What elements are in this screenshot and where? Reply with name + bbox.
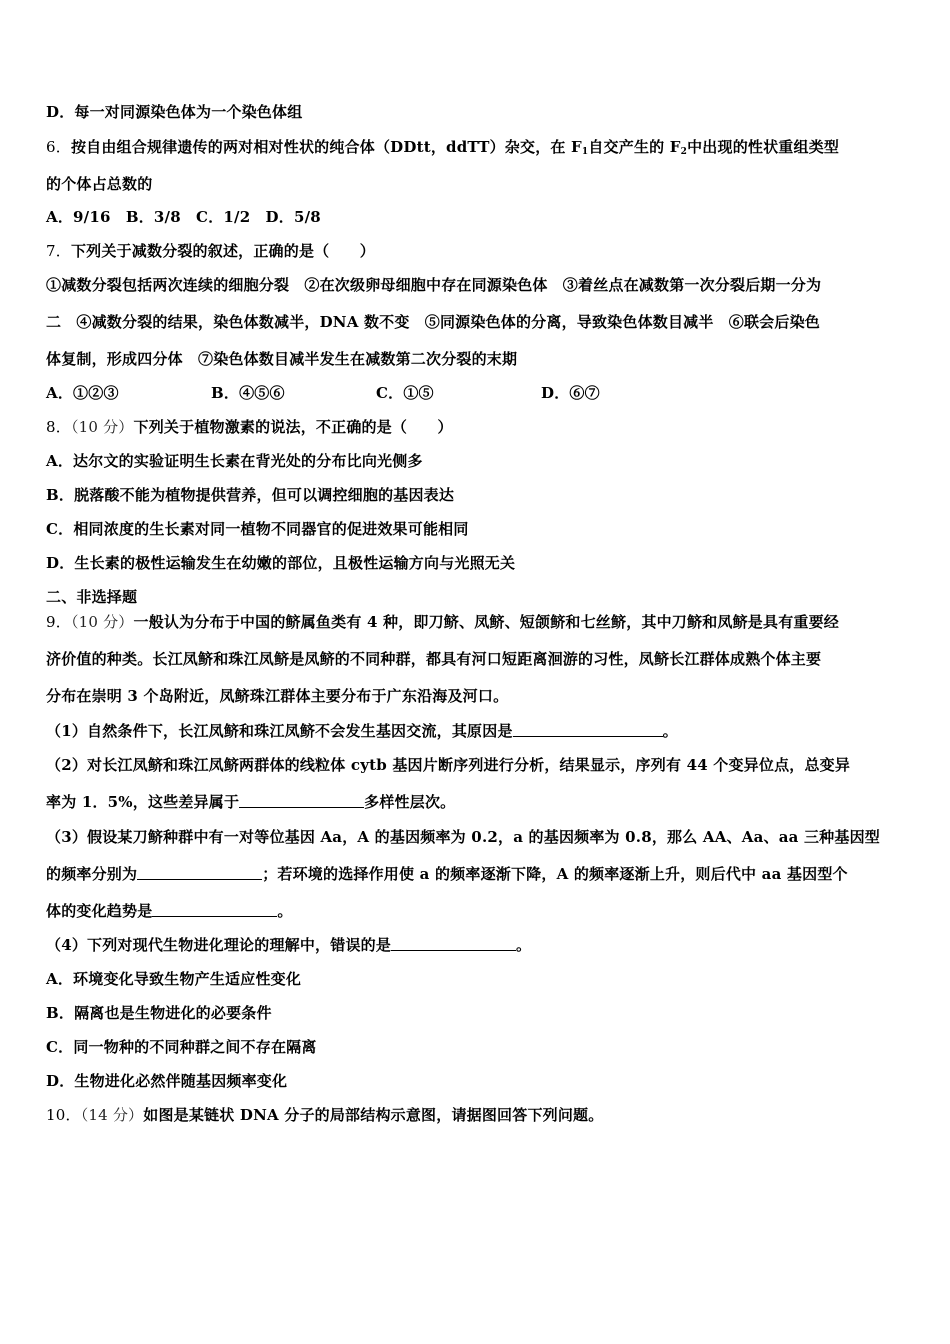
- q9-part4-end: 。: [516, 936, 532, 954]
- q8-option-b: [46, 485, 908, 505]
- q9-stem-line1: [46, 612, 908, 632]
- q9-part2-text-1: （2）对长江凤鲚和珠江凤鲚两群体的线粒体 cytb 基因片断序列进行分析，结果显示，序列有 44 个变异位点，总变异: [46, 756, 851, 774]
- q9-part3-end: 。: [277, 902, 293, 920]
- q9-part3-text-1: （3）假设某刀鲚种群中有一对等位基因 Aa，A 的基因频率为 0.2，a 的基因频率为 0.8，那么 AA、Aa、aa 三种基因型: [46, 828, 880, 846]
- q9-part1-end: 。: [662, 722, 678, 740]
- q9-part4: [46, 935, 908, 955]
- q9-option-c: [46, 1037, 908, 1057]
- q9-part4-text: （4）下列对现代生物进化理论的理解中，错误的是: [46, 936, 392, 954]
- q9-part2-text-3: 多样性层次。: [364, 793, 456, 811]
- q9-option-a: [46, 969, 908, 989]
- q9-part3-text-4: 体的变化趋势是: [46, 902, 153, 920]
- q9-number: 9．: [46, 613, 71, 631]
- q9-part3-blank-2[interactable]: [152, 902, 277, 917]
- q7-statements-text-2: 二 ④减数分裂的结果，染色体数减半，DNA 数不变 ⑤同源染色体的分离，导致染色体数目减半 ⑥联会后染色: [46, 313, 820, 331]
- q9-part3-text-3: ；若环境的选择作用使 a 的频率逐渐下降，A 的频率逐渐上升，则后代中 aa 基因型个: [262, 865, 848, 883]
- q7-option-a: A．①②③: [46, 384, 119, 402]
- q6-stem-part-c: 中出现的性状重组类型: [687, 138, 840, 156]
- q9-stem-text-2: 济价值的种类。长江凤鲚和珠江凤鲚是凤鲚的不同种群，都具有河口短距离洄游的习性，凤鲚长江群体成熟个体主要: [46, 650, 822, 668]
- q7-option-d: D．⑥⑦: [541, 384, 600, 402]
- q8-option-d-text: D．生长素的极性运输发生在幼嫩的部位，且极性运输方向与光照无关: [46, 554, 516, 572]
- q9-score: （10 分）: [70, 613, 134, 631]
- q9-part1: [46, 721, 908, 741]
- q7-stem-text: 下列关于减数分裂的叙述，正确的是（ ）: [70, 242, 375, 260]
- section-2-title: 二、非选择题: [46, 588, 138, 606]
- q9-part1-blank[interactable]: [513, 722, 663, 737]
- q8-number: 8．: [46, 418, 71, 436]
- q6-number: 6．: [46, 138, 71, 156]
- q8-option-d: [46, 553, 908, 573]
- q9-part2-text-2: 率为 1．5%，这些差异属于: [46, 793, 240, 811]
- q9-part1-text: （1）自然条件下，长江凤鲚和珠江凤鲚不会发生基因交流，其原因是: [46, 722, 513, 740]
- q5-option-d: [46, 102, 908, 122]
- q8-stem: [46, 417, 908, 437]
- q5-option-d-text: D．每一对同源染色体为一个染色体组: [46, 103, 303, 121]
- q8-option-a: [46, 451, 908, 471]
- q6-stem-part-d: 的个体占总数的: [46, 175, 153, 193]
- q9-part2-line1: [46, 755, 908, 775]
- q8-option-a-text: A．达尔文的实验证明生长素在背光处的分布比向光侧多: [46, 452, 423, 470]
- q7-statements-line3: [46, 349, 908, 369]
- q7-statements-line2: [46, 312, 908, 332]
- q8-option-c: [46, 519, 908, 539]
- q10-number: 10．: [46, 1106, 81, 1124]
- q9-stem-line2: [46, 649, 908, 669]
- section-heading: [46, 587, 908, 607]
- q6-stem-line2: [46, 174, 908, 194]
- q7-statements-text-3: 体复制，形成四分体 ⑦染色体数目减半发生在减数第二次分裂的末期: [46, 350, 518, 368]
- q10-score: （14 分）: [80, 1106, 144, 1124]
- q9-part3-line3: [46, 901, 908, 921]
- q9-part2-line2: [46, 792, 908, 812]
- q9-stem-text-3: 分布在崇明 3 个岛附近，凤鲚珠江群体主要分布于广东沿海及河口。: [46, 687, 509, 705]
- q9-part3-line1: [46, 827, 908, 847]
- q6-stem-part-b: 自交产生的 F: [588, 138, 681, 156]
- q7-stem: [46, 241, 908, 261]
- q9-option-b-text: B．隔离也是生物进化的必要条件: [46, 1004, 272, 1022]
- q7-statements-line1: [46, 275, 908, 295]
- q8-option-b-text: B．脱落酸不能为植物提供营养，但可以调控细胞的基因表达: [46, 486, 455, 504]
- q9-option-b: [46, 1003, 908, 1023]
- q8-stem-text: 下列关于植物激素的说法，不正确的是（ ）: [133, 418, 453, 436]
- q9-stem-text-1: 一般认为分布于中国的鲚属鱼类有 4 种，即刀鲚、凤鲚、短颌鲚和七丝鲚，其中刀鲚和凤鲚是具有重要经: [133, 613, 840, 631]
- q6-subscript-2: 2: [680, 147, 688, 157]
- q9-option-a-text: A．环境变化导致生物产生适应性变化: [46, 970, 302, 988]
- q9-part2-blank[interactable]: [239, 793, 364, 808]
- q9-option-d: [46, 1071, 908, 1091]
- q7-statements-text-1: ①减数分裂包括两次连续的细胞分裂 ②在次级卵母细胞中存在同源染色体 ③着丝点在减数第一次分裂后期一分为: [46, 276, 822, 294]
- q8-option-c-text: C．相同浓度的生长素对同一植物不同器官的促进效果可能相同: [46, 520, 469, 538]
- q9-part3-blank-1[interactable]: [137, 865, 262, 880]
- q6-stem-line1: [46, 137, 908, 157]
- q8-score: （10 分）: [70, 418, 134, 436]
- q9-option-d-text: D．生物进化必然伴随基因频率变化: [46, 1072, 288, 1090]
- q6-options: [46, 207, 908, 227]
- q9-part3-line2: [46, 864, 908, 884]
- q7-option-b: B．④⑤⑥: [211, 384, 285, 402]
- q7-option-c: C．①⑤: [376, 384, 434, 402]
- q6-subscript-1: 1: [581, 147, 589, 157]
- q9-option-c-text: C．同一物种的不同种群之间不存在隔离: [46, 1038, 317, 1056]
- q9-part4-blank[interactable]: [391, 936, 516, 951]
- q7-number: 7．: [46, 242, 71, 260]
- q10-stem: [46, 1105, 908, 1125]
- q6-options-text: A．9/16 B．3/8 C．1/2 D．5/8: [46, 208, 321, 226]
- q10-stem-text: 如图是某链状 DNA 分子的局部结构示意图，请据图回答下列问题。: [143, 1106, 604, 1124]
- q7-options: [46, 383, 908, 403]
- q9-part3-text-2: 的频率分别为: [46, 865, 138, 883]
- q6-stem-part-a: 按自由组合规律遗传的两对相对性状的纯合体（DDtt，ddTT）杂交，在 F: [70, 138, 582, 156]
- q9-stem-line3: [46, 686, 908, 706]
